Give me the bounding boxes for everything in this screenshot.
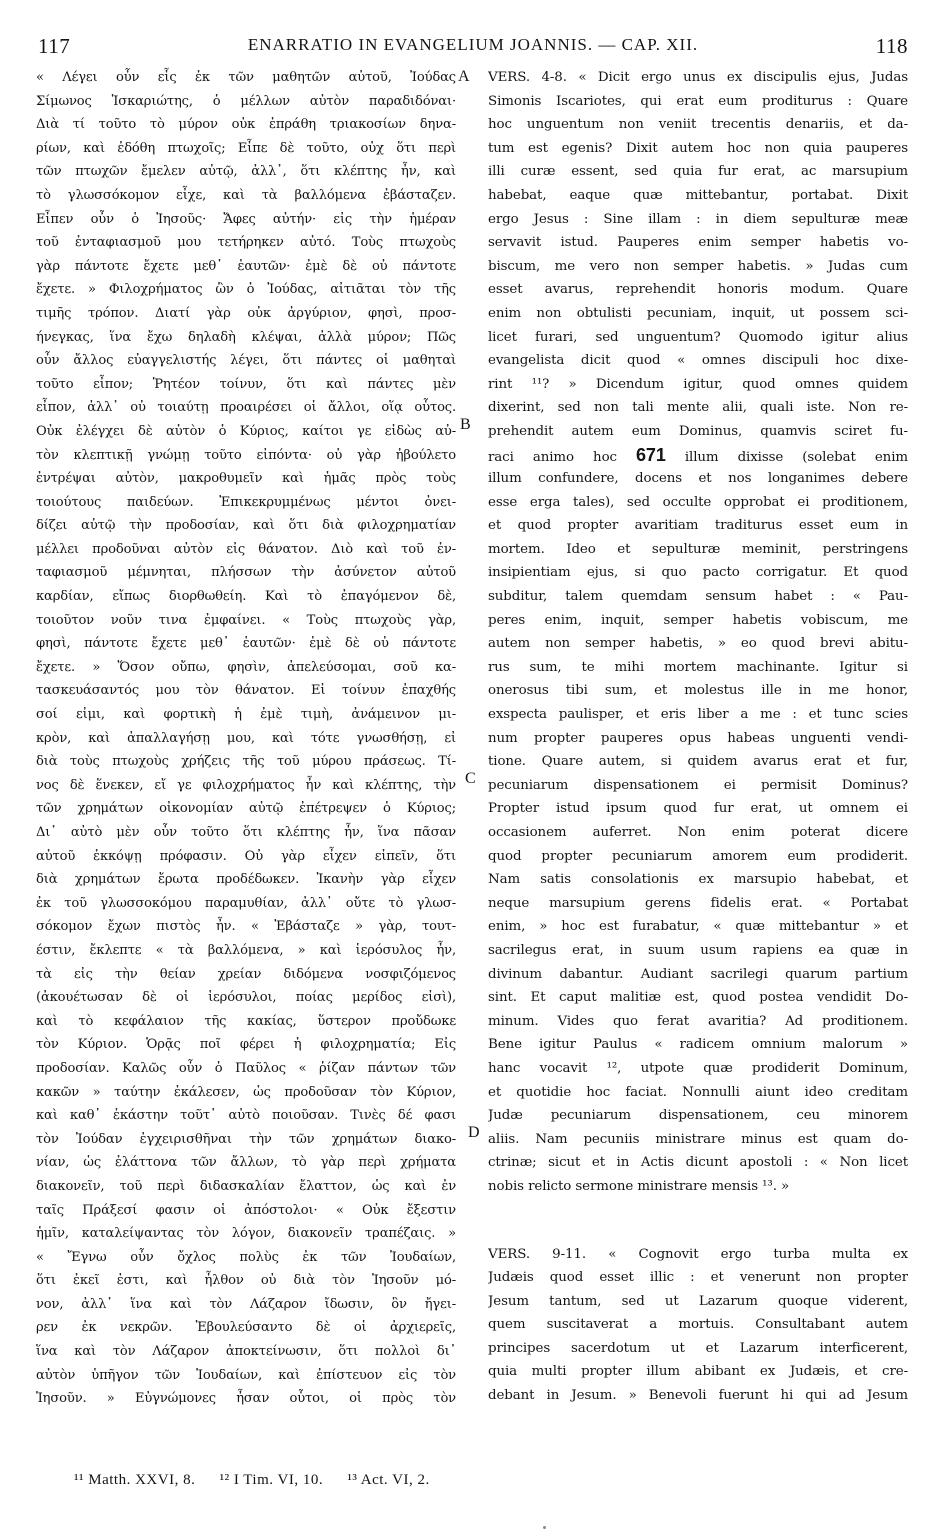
greek-text-line: ἡμῖν, καταλείψαντας τὸν λόγον, διακονεῖν τραπέζαις. » bbox=[36, 1226, 456, 1242]
footnote-13: ¹³ Act. VI, 2. bbox=[347, 1472, 430, 1488]
ink-speck bbox=[543, 1526, 546, 1529]
latin-text-line: autem non semper habetis, » eo quod brevi abitu- bbox=[488, 636, 908, 652]
latin-text-line: exspecta paulisper, et eris liber a me : et tunc scies bbox=[488, 707, 908, 723]
latin-text-line: debant in Jesum. » Benevoli fuerunt hi qui ad Jesum bbox=[488, 1388, 908, 1404]
section-marker-c: C bbox=[465, 770, 476, 787]
greek-text-line: τὸν κλεπτικῇ γνώμῃ τοῦτο εἰπόντα· οὐ γὰρ ἠβούλετο bbox=[36, 447, 456, 463]
greek-text-line: Διὰ τί τοῦτο τὸ μύρον οὐκ ἐπράθη τριακοσίων δηνα- bbox=[36, 117, 456, 133]
page-header bbox=[38, 34, 908, 60]
section-marker-a: A bbox=[458, 68, 470, 85]
greek-text-line: νίαν, ὡς ἐλάττονα τῶν ἄλλων, τὸ γὰρ περὶ χρήματα bbox=[36, 1155, 456, 1171]
latin-text-line: dixerint, sed non tali mente alii, quali iste. Non re- bbox=[488, 400, 908, 416]
greek-text-line: οὖν ἄλλος εὐαγγελιστής λέγει, ὅτι πάντες οἱ μαθηταὶ bbox=[36, 353, 456, 369]
latin-column bbox=[488, 66, 908, 1408]
latin-text-line: Judæ pecuniarum dispensationem, ceu minorem bbox=[488, 1108, 908, 1124]
latin-text-line: peres enim, inquit, semper habetis vobiscum, me bbox=[488, 612, 908, 628]
latin-text-line: illi curæ essent, sed quia fur erat, ac marsupium bbox=[488, 164, 908, 180]
greek-text-line: ἔχετε. » Ὅσον οὔπω, φησὶν, ἀπελεύσομαι, σοῦ κα- bbox=[36, 659, 456, 675]
latin-text-line: biscum, me vero non semper habetis. » Judas cum bbox=[488, 258, 908, 274]
greek-text-line: κρὸν, καὶ ἀπαλλαγήσῃ μου, καὶ τότε γνωσθήσῃ, εἰ bbox=[36, 730, 456, 746]
latin-text-line: hoc unguentum non veniit trecentis denariis, et da- bbox=[488, 117, 908, 133]
latin-text-line: rint ¹¹? » Dicendum igitur, quod omnes quidem bbox=[488, 376, 908, 392]
greek-text-line: τὸν Κύριον. Ὁρᾷς ποῖ φέρει ἡ φιλοχρηματία; Εἰς bbox=[36, 1037, 456, 1053]
latin-text-line: Nam satis consolationis ex marsupio habebat, et bbox=[488, 872, 908, 888]
footnote-12: ¹² I Tim. VI, 10. bbox=[219, 1472, 324, 1488]
latin-text-line: esse erga tales), sed occulte opprobat ei proditionem, bbox=[488, 494, 908, 510]
greek-text-line: φησὶ, πάντοτε ἔχετε μεθ᾽ ἑαυτῶν· ἐμὲ δὲ οὐ πάντοτε bbox=[36, 636, 456, 652]
latin-text-line: nobis relicto sermone ministrare mensis ¹³. » bbox=[488, 1178, 790, 1194]
latin-text-line: VERS. 9-11. « Cognovit ergo turba multa ex bbox=[488, 1246, 908, 1262]
greek-text-line: ρεν ἐκ νεκρῶν. Ἐβουλεύσαντο δὲ οἱ ἀρχιερεῖς, bbox=[36, 1320, 456, 1336]
latin-text-line: sacrilegus erat, in suum usum rapiens ea quæ in bbox=[488, 942, 908, 958]
greek-text-line: μέλλει προδοῦναι αὐτὸν εἰς θάνατον. Διὸ καὶ τοῦ ἐν- bbox=[36, 541, 456, 557]
latin-text-line: quia multi propter illum abibant ex Judæis, et cre- bbox=[488, 1364, 908, 1380]
greek-text-line: τοιοῦτον νοῦν τινα ἐμφαίνει. « Τοὺς πτωχοὺς γὰρ, bbox=[36, 612, 456, 628]
greek-text-line: τῶν χρημάτων οἰκονομίαν αὐτῷ ἐπέτρεψεν ὁ Κύριος; bbox=[36, 801, 456, 817]
latin-text-line: evangelista dicit quod « omnes discipuli hoc dixe- bbox=[488, 353, 908, 369]
latin-text-line: prehendit autem eum Dominus, quamvis sciret fu- bbox=[488, 423, 908, 439]
latin-text-line: ergo Jesus : Sine illam : in diem sepulturæ meæ bbox=[488, 211, 908, 227]
greek-text-line: νον, ἀλλ᾽ ἵνα καὶ τὸν Λάζαρον ἴδωσιν, ὃν ἤγει- bbox=[36, 1296, 456, 1312]
latin-text-line: aliis. Nam pecuniis ministrare minus est quam do- bbox=[488, 1131, 908, 1147]
latin-text-line: mortem. Ideo et sepulturæ meminit, perstringens bbox=[488, 541, 908, 557]
greek-text-line: τὸν Ἰούδαν ἐγχειρισθῆναι τὴν τῶν χρημάτων διακο- bbox=[36, 1131, 456, 1147]
latin-text-line: et quod propter avaritiam traditurus esset eum in bbox=[488, 518, 908, 534]
latin-text-line: neque marsupium gerens fidelis erat. « Portabat bbox=[488, 895, 908, 911]
latin-text-line: illum confundere, docens et nos longanimes debere bbox=[488, 471, 908, 487]
latin-text-line: licet furari, sed unguentum? Quomodo igitur alius bbox=[488, 329, 908, 345]
latin-text-line: ctrinæ; sicut et in Actis dicunt apostoli : « Non licet bbox=[488, 1155, 908, 1171]
greek-text-line: έστιν, ἔκλεπτε « τὰ βαλλόμενα, » καὶ ἱερόσυλος ἦν, bbox=[36, 942, 456, 958]
greek-text-line: νος δὲ ἕνεκεν, εἴ γε φιλοχρήματος ἦν καὶ κλέπτης, τὴν bbox=[36, 777, 456, 793]
latin-text-line: num propter pauperes opus habeas unguenti vendi- bbox=[488, 730, 908, 746]
greek-text-line: ήνεγκας, ἵνα ἔχω δηλαδὴ κλέψαι, ἀλλὰ μύρον; Πῶς bbox=[36, 329, 456, 345]
column-number: 671 bbox=[636, 444, 666, 465]
greek-text-line: γὰρ πάντοτε ἔχετε μεθ᾽ ἑαυτῶν· ἐμὲ δὲ οὐ πάντοτε bbox=[36, 258, 456, 274]
greek-text-line: (ἀκουέτωσαν δὲ οἱ ἱερόσυλοι, ποίας μερίδος εἰσὶ), bbox=[36, 990, 456, 1006]
latin-text-line: VERS. 4-8. « Dicit ergo unus ex discipulis ejus, Judas bbox=[488, 70, 908, 85]
latin-text-line: onerosus tibi sum, et molestus ille in me honor, bbox=[488, 683, 908, 699]
footnotes bbox=[74, 1472, 450, 1489]
greek-text-line: τοῦτο εἶπον; Ῥητέον τοίνυν, ὅτι καὶ πάντες μὲν bbox=[36, 376, 456, 392]
latin-text-fragment: raci animo hoc bbox=[488, 449, 617, 465]
greek-text-line: σοί εἰμι, καὶ φορτικὴ ἡ ἐμὲ τιμὴ, ἀνάμεινον μι- bbox=[36, 707, 456, 723]
greek-column bbox=[36, 66, 456, 1411]
greek-text-line: ἐντρέψαι αὐτὸν, μακροθυμεῖν καὶ ἡμᾶς πρὸς τοὺς bbox=[36, 471, 456, 487]
greek-text-line: αὐτὸν ὑπῆγον τῶν Ἰουδαίων, καὶ ἐπίστευον εἰς τὸν bbox=[36, 1367, 456, 1383]
greek-text-line: αὐτοῦ ἐκκόψῃ πρόφασιν. Οὐ γὰρ εἶχεν εἰπεῖν, ὅτι bbox=[36, 848, 456, 864]
latin-text-line: enim non obtulisti pecuniam, inquit, ut possem sci- bbox=[488, 305, 908, 321]
latin-text-line: pecuniarum dispensationem ei permisit Dominus? bbox=[488, 777, 908, 793]
latin-text-line: servavit istud. Pauperes enim semper habetis vo- bbox=[488, 235, 908, 251]
latin-text-line: quem suscitaverat a mortuis. Consultabant autem bbox=[488, 1317, 908, 1333]
greek-text-line: διακονεῖν, τοῦ περὶ διδασκαλίαν ἔλαττον, ὡς καὶ ἐν bbox=[36, 1178, 456, 1194]
greek-text-line: τασκευάσαντός μου τὸν θάνατον. Εἰ τοίνυν ἐπαχθής bbox=[36, 683, 456, 699]
greek-text-line: δίζει αὐτῷ τὴν προδοσίαν, καὶ ὅτι διὰ φιλοχρηματίαν bbox=[36, 518, 456, 534]
greek-text-line: Εἶπεν οὖν ὁ Ἰησοῦς· Ἄφες αὐτήν· εἰς τὴν ἡμέραν bbox=[36, 211, 456, 227]
latin-text-line: esset avarus, reprehendit honoris modum. Quare bbox=[488, 282, 908, 298]
latin-text-line: Jesum tantum, sed ut Lazarum quoque viderent, bbox=[488, 1293, 908, 1309]
right-page-number: 118 bbox=[875, 34, 908, 58]
greek-text-line: σόκομον ἔχων πιστὸς ἦν. « Ἐβάσταζε » γὰρ, τουτ- bbox=[36, 919, 456, 935]
footnote-11: ¹¹ Matth. XXVI, 8. bbox=[74, 1472, 196, 1488]
greek-text-line: διὰ τοὺς πτωχοὺς χρήζεις τῆς τοῦ μύρου πράσεως. Τί- bbox=[36, 754, 456, 770]
latin-text-line: insipientiam ejus, si quo pacto corrigatur. Et quod bbox=[488, 565, 908, 581]
greek-text-line: τῶν πτωχῶν ἔμελεν αὐτῷ, ἀλλ᾽, ὅτι κλέπτης ἦν, καὶ bbox=[36, 164, 456, 180]
latin-text-line: habebat, eaque quæ mittebantur, portabat. Dixit bbox=[488, 187, 908, 203]
latin-text-line: rus sum, te mihi mortem machinante. Igitur si bbox=[488, 659, 908, 675]
greek-text-line: τοιούτους παιδεύων. Ἐπικεκρυμμένως μέντοι ὀνει- bbox=[36, 494, 456, 510]
greek-text-line: κακῶν » ταύτην ἐκάλεσεν, ὡς προδοῦσαν τὸν Κύριον, bbox=[36, 1084, 456, 1100]
greek-text-line: ταφιασμοῦ μέμνηται, πλήσσων τὴν ἀσύνετον αὐτοῦ bbox=[36, 565, 456, 581]
greek-text-line: προδοσίαν. Καλῶς οὖν ὁ Παῦλος « ῥίζαν πάντων τῶν bbox=[36, 1060, 456, 1076]
greek-text-line: « Ἔγνω οὖν ὄχλος πολὺς ἐκ τῶν Ἰουδαίων, bbox=[36, 1249, 456, 1265]
left-page-number: 117 bbox=[38, 34, 71, 58]
latin-text-line: Judæis quod esset illic : et venerunt non propter bbox=[488, 1270, 908, 1286]
greek-text-line: ρίων, καὶ ἐδόθη πτωχοῖς; Εἶπε δὲ τοῦτο, οὐχ ὅτι περὶ bbox=[36, 140, 456, 156]
latin-text-line: tum est egenis? Dixit autem hoc non quia pauperes bbox=[488, 140, 908, 156]
greek-text-line: Οὐκ ἐλέγχει δὲ αὐτὸν ὁ Κύριος, καίτοι γε εἰδὼς αὐ- bbox=[36, 423, 456, 439]
greek-text-line: τοῦ ἐνταφιασμοῦ μου τετήρηκεν αὐτό. Τοὺς πτωχοὺς bbox=[36, 235, 456, 251]
section-marker-b: B bbox=[460, 416, 471, 433]
latin-text-line: Bene igitur Paulus « radicem omnium malorum » bbox=[488, 1037, 908, 1053]
latin-text-line: occasionem auferret. Non enim poterat dicere bbox=[488, 825, 908, 840]
greek-text-line: καὶ τὸ κεφάλαιον τῆς κακίας, ὕστερον προὔδωκε bbox=[36, 1013, 456, 1029]
greek-text-line: ἐκ τοῦ γλωσσοκόμου παραμυθίαν, ἀλλ᾽ οὔτε τὸ γλωσ- bbox=[36, 895, 456, 911]
greek-text-line: Σίμωνος Ἰσκαριώτης, ὁ μέλλων αὐτὸν παραδιδόναι· bbox=[36, 93, 456, 109]
greek-text-line: ὅτι ἐκεῖ ἐστι, καὶ ἦλθον οὐ διὰ τὸν Ἰησοῦν μό- bbox=[36, 1273, 456, 1289]
greek-text-line: τιμῆς τρόπον. Διατί γὰρ οὐκ ἀργύριον, φησὶ, προσ- bbox=[36, 305, 456, 321]
latin-text-line bbox=[488, 444, 908, 468]
latin-text-line: Propter istud ipsum quod fur erat, ut omnem ei bbox=[488, 801, 908, 817]
latin-text-line: divinum dabantur. Audiant sacrilegi quarum partium bbox=[488, 966, 908, 982]
greek-text-line: ἔχετε. » Φιλοχρήματος ὢν ὁ Ἰούδας, αἰτιᾶται τὸν τῆς bbox=[36, 282, 456, 298]
latin-text-line: minum. Vides quo ferat avaritia? Ad proditionem. bbox=[488, 1013, 908, 1029]
paragraph-gap bbox=[488, 1199, 908, 1243]
greek-text-line: τὸ γλωσσόκομον εἶχε, καὶ τὰ βαλλόμενα ἐβάσταζεν. bbox=[36, 187, 456, 203]
greek-text-line: ταῖς Πράξεσί φασιν οἱ ἀπόστολοι· « Οὐκ ἔξεστιν bbox=[36, 1202, 456, 1218]
greek-text-line: Ἰησοῦν. » Εὐγνώμονες ἦσαν οὗτοι, οἱ πρὸς τὸν bbox=[36, 1391, 456, 1407]
section-marker-d: D bbox=[468, 1124, 480, 1141]
latin-text-line: tione. Quare autem, si quidem avarus erat et fur, bbox=[488, 754, 908, 770]
latin-text-line: enim, » hoc est furabatur, « quæ mittebantur » et bbox=[488, 919, 908, 935]
latin-text-line: et quotidie hoc faciat. Nonnulli aiunt ideo creditam bbox=[488, 1084, 908, 1100]
greek-text-line: Δι᾽ αὐτὸ μὲν οὖν τοῦτο ὅτι κλέπτης ἦν, ἵνα πᾶσαν bbox=[36, 825, 456, 840]
latin-text-line: principes sacerdotum ut et Lazarum interficerent, bbox=[488, 1340, 908, 1356]
greek-text-line: « Λέγει οὖν εἷς ἐκ τῶν μαθητῶν αὐτοῦ, Ἰούδας bbox=[36, 70, 456, 85]
greek-text-line: ἵνα καὶ τὸν Λάζαρον ἀποκτείνωσιν, ὅτι πολλοὶ δι᾽ bbox=[36, 1344, 456, 1360]
latin-text-line: sint. Et caput malitiæ est, quod postea vendidit Do- bbox=[488, 990, 908, 1006]
latin-text-line: Simonis Iscariotes, qui erat eum proditurus : Quare bbox=[488, 93, 908, 109]
latin-text-fragment: illum dixisse (solebat enim bbox=[684, 449, 908, 465]
latin-text-line: quod propter pecuniarum amorem eum prodiderit. bbox=[488, 848, 908, 864]
greek-text-line: διὰ χρημάτων ἔρωτα προδέδωκεν. Ἱκανὴν γὰρ εἶχεν bbox=[36, 872, 456, 888]
greek-text-line: καρδίαν, εἴπως διορθωθείη. Καὶ τὸ ἐπαγόμενον δὲ, bbox=[36, 589, 456, 605]
greek-text-line: εἶπον, ἀλλ᾽ οὐ τοιαύτῃ προαιρέσει οἱ ἄλλοι, οἵᾳ οὗτος. bbox=[36, 400, 456, 416]
latin-text-line: subditur, talem quemdam sensum habet : « Pau- bbox=[488, 589, 908, 605]
greek-text-line: τὰ εἰς τὴν θείαν χρείαν διδόμενα νοσφιζόμενος bbox=[36, 966, 456, 982]
latin-text-line: hanc vocavit ¹², utpote quæ prodiderit Dominum, bbox=[488, 1060, 908, 1076]
running-title: ENARRATIO IN EVANGELIUM JOANNIS. — CAP. XII. bbox=[247, 35, 699, 54]
greek-text-line: καὶ καθ᾽ ἑκάστην τοῦτ᾽ αὐτὸ ποιοῦσαν. Τινὲς δέ φασι bbox=[36, 1108, 456, 1124]
